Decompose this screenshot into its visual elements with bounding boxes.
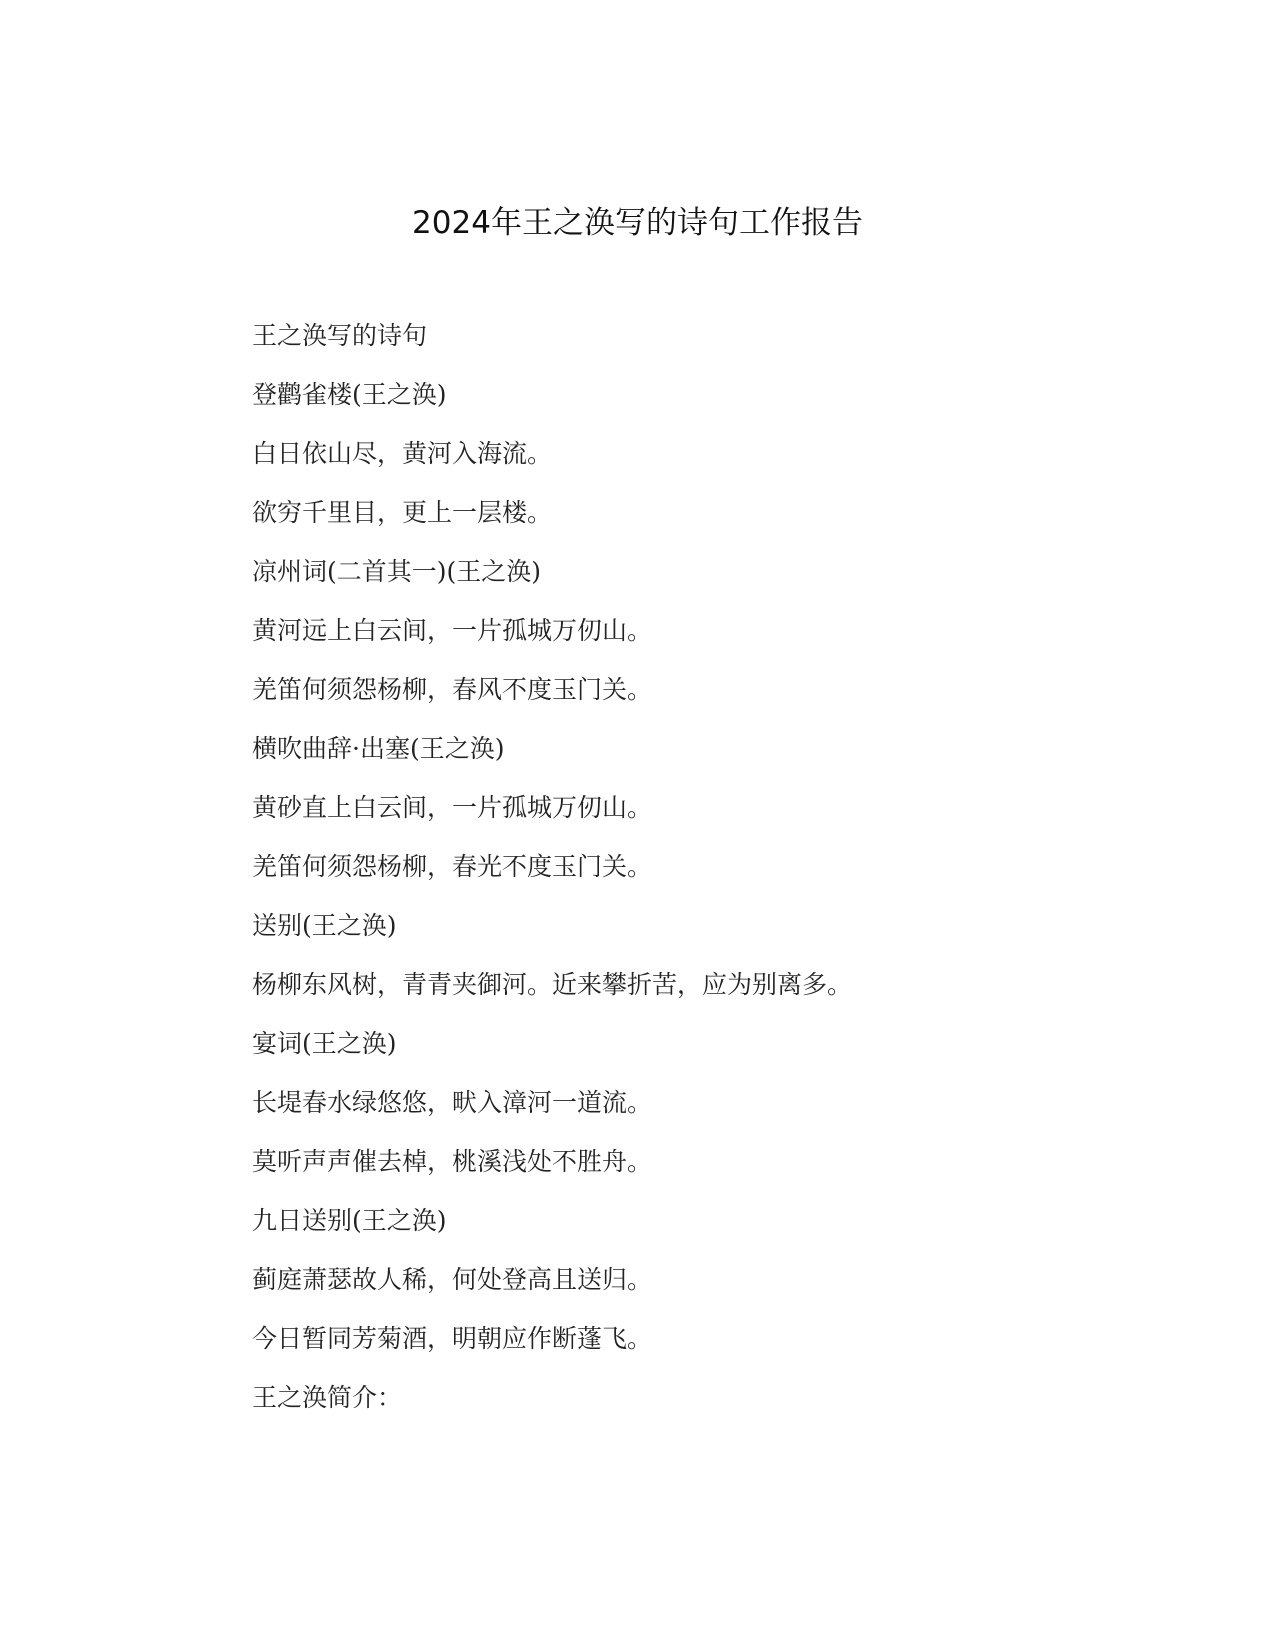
document-title: 2024年王之涣写的诗句工作报告 — [412, 205, 863, 241]
poem-title: 凉州词(二首其一)(王之涣) — [252, 557, 542, 586]
poem-line: 黄河远上白云间，一片孤城万仞山。 — [252, 616, 653, 645]
poem-title: 宴词(王之涣) — [252, 1029, 397, 1058]
poem-line: 欲穷千里目，更上一层楼。 — [252, 498, 553, 527]
poem-title: 登鹳雀楼(王之涣) — [252, 380, 447, 409]
document-body — [252, 314, 1052, 1435]
poem-line: 羌笛何须怨杨柳，春风不度玉门关。 — [252, 675, 653, 704]
poem-line: 羌笛何须怨杨柳，春光不度玉门关。 — [252, 852, 653, 881]
poem-line: 今日暂同芳菊酒，明朝应作断蓬飞。 — [252, 1324, 653, 1353]
biography-heading: 王之涣简介： — [252, 1383, 403, 1412]
poem-line: 长堤春水绿悠悠，畎入漳河一道流。 — [252, 1088, 653, 1117]
poem-line: 莫听声声催去棹，桃溪浅处不胜舟。 — [252, 1147, 653, 1176]
poem-line: 杨柳东风树，青青夹御河。近来攀折苦，应为别离多。 — [252, 970, 853, 999]
poem-line: 白日依山尽，黄河入海流。 — [252, 439, 553, 468]
poem-title: 送别(王之涣) — [252, 911, 397, 940]
poem-title: 九日送别(王之涣) — [252, 1206, 447, 1235]
poem-line: 黄砂直上白云间，一片孤城万仞山。 — [252, 793, 653, 822]
poem-section-heading: 王之涣写的诗句 — [252, 321, 428, 350]
poem-title: 横吹曲辞·出塞(王之涣) — [252, 734, 505, 763]
poem-line: 蓟庭萧瑟故人稀，何处登高且送归。 — [252, 1265, 653, 1294]
